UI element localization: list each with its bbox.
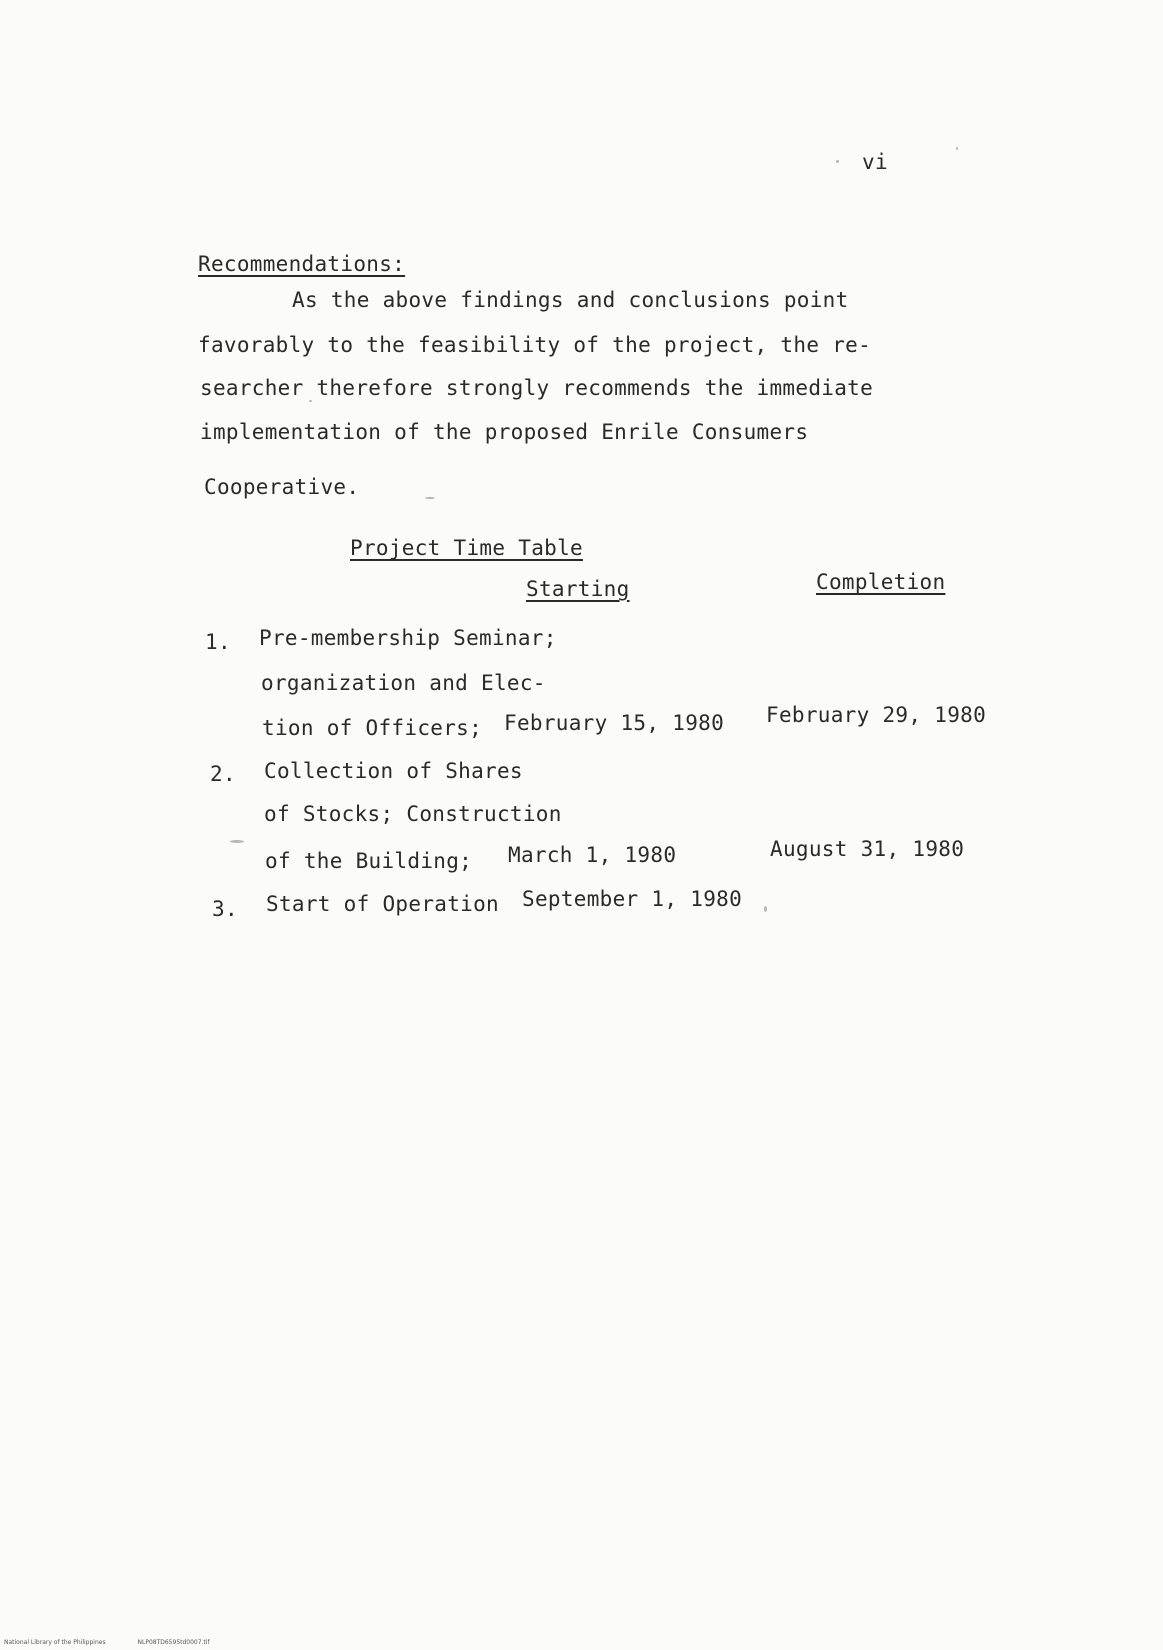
item-line: organization and Elec- (261, 671, 546, 695)
item-number: 3. (212, 897, 238, 921)
item-starting-date: September 1, 1980 (522, 887, 743, 911)
scan-speck (764, 906, 767, 912)
item-starting-date: February 15, 1980 (504, 711, 725, 735)
paragraph-line: As the above findings and conclusions point (292, 288, 849, 312)
item-line: of Stocks; Construction (264, 802, 562, 826)
paragraph-line: implementation of the proposed Enrile Consumers (200, 420, 809, 444)
item-line: tion of Officers; (262, 716, 483, 740)
page-number: vi (862, 150, 888, 174)
item-line: of the Building; (265, 849, 473, 873)
footer-file: NLP08TD6595td0007.tif (137, 1639, 210, 1646)
scan-footer (4, 1639, 240, 1646)
column-header-starting: Starting (526, 577, 630, 601)
item-line: Start of Operation (266, 892, 499, 916)
item-number: 1. (205, 630, 231, 654)
item-starting-date: March 1, 1980 (508, 843, 677, 867)
column-header-completion: Completion (816, 570, 946, 594)
paragraph-line: Cooperative. (204, 475, 360, 499)
scan-speck (309, 400, 312, 402)
item-number: 2. (210, 762, 236, 786)
scan-speck (425, 497, 435, 499)
paragraph-line: searcher therefore strongly recommends the immediate (200, 376, 874, 400)
footer-library: National Library of the Philippines (4, 1639, 106, 1646)
scan-speck (836, 160, 839, 163)
paragraph-line: favorably to the feasibility of the project, the re- (198, 333, 872, 357)
timetable-title: Project Time Table (350, 536, 583, 560)
item-completion-date: August 31, 1980 (770, 837, 965, 861)
item-completion-date: February 29, 1980 (766, 703, 987, 727)
scan-speck (230, 840, 244, 843)
item-line: Pre-membership Seminar; (259, 626, 557, 650)
recommendations-heading: Recommendations: (198, 252, 406, 276)
scan-speck (956, 147, 958, 150)
item-line: Collection of Shares (264, 759, 523, 783)
